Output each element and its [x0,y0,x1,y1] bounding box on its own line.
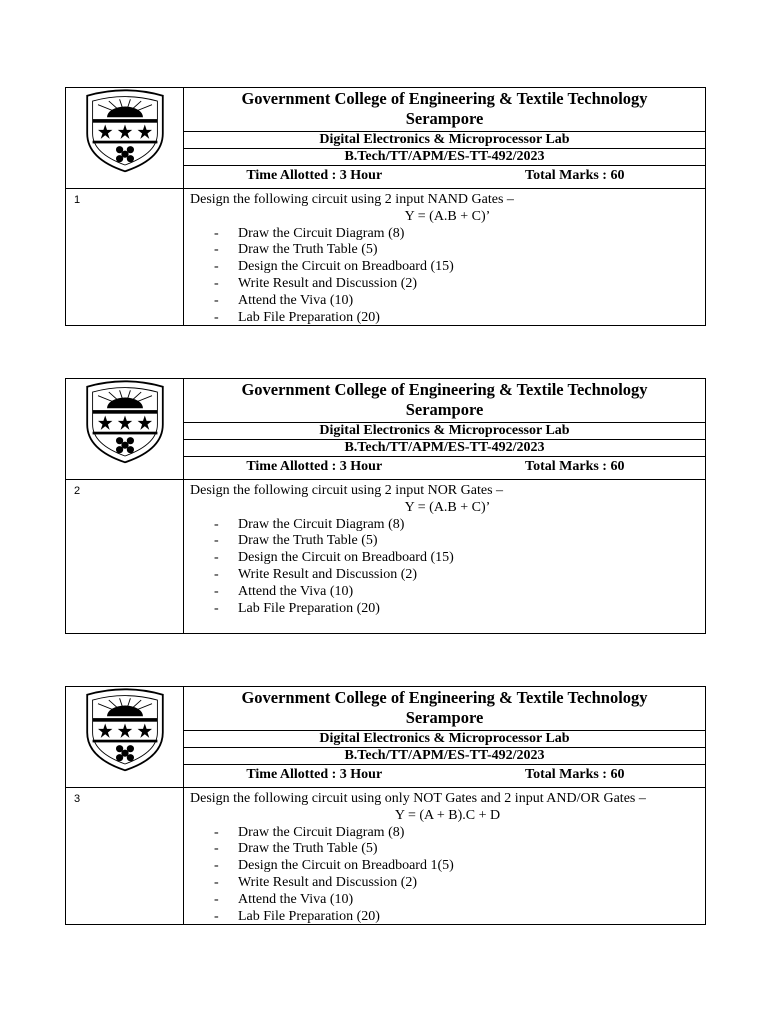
course-code: B.Tech/TT/APM/ES-TT-492/2023 [184,748,705,765]
list-item: - Draw the Circuit Diagram (8) [214,825,705,842]
question-text: Design the following circuit using 2 input NOR Gates – [190,483,504,498]
college-name: Government College of Engineering & Textile Technology Serampore [184,88,705,132]
list-item: - Lab File Preparation (20) [214,909,705,926]
list-item: - Attend the Viva (10) [214,584,705,601]
college-crest-icon [80,687,170,787]
list-item: - Lab File Preparation (20) [214,310,705,327]
lab-name: Digital Electronics & Microprocessor Lab [184,731,705,748]
college-crest-icon [80,88,170,188]
list-item: - Draw the Truth Table (5) [214,242,705,259]
exam-card-2 [65,378,706,634]
list-item: - Design the Circuit on Breadboard (15) [214,550,705,567]
question-number: 1 [66,189,184,326]
list-item: - Draw the Circuit Diagram (8) [214,226,705,243]
question-content [184,480,705,634]
total-marks: Total Marks : 60 [525,168,625,183]
task-list [190,226,705,327]
total-marks: Total Marks : 60 [525,459,625,474]
college-logo [66,88,184,188]
course-code: B.Tech/TT/APM/ES-TT-492/2023 [184,149,705,166]
college-name: Government College of Engineering & Textile Technology Serampore [184,379,705,423]
list-item: - Write Result and Discussion (2) [214,567,705,584]
list-item: - Draw the Truth Table (5) [214,841,705,858]
lab-name: Digital Electronics & Microprocessor Lab [184,423,705,440]
list-item: - Draw the Circuit Diagram (8) [214,517,705,534]
total-marks: Total Marks : 60 [525,767,625,782]
question-content [184,788,705,925]
list-item: - Design the Circuit on Breadboard 1(5) [214,858,705,875]
time-marks-row [184,765,705,785]
question-text: Design the following circuit using only NOT Gates and 2 input AND/OR Gates – [190,791,646,806]
card-header [66,687,705,788]
lab-name: Digital Electronics & Microprocessor Lab [184,132,705,149]
equation: Y = (A.B + C)’ [404,208,491,224]
question-text: Design the following circuit using 2 input NAND Gates – [190,192,514,207]
college-logo [66,379,184,479]
time-marks-row [184,457,705,477]
list-item: - Write Result and Discussion (2) [214,875,705,892]
college-crest-icon [80,379,170,479]
list-item: - Draw the Truth Table (5) [214,533,705,550]
exam-card-3 [65,686,706,925]
card-header [66,88,705,189]
college-name: Government College of Engineering & Textile Technology Serampore [184,687,705,731]
time-allotted: Time Allotted : 3 Hour [246,168,383,183]
task-list [190,825,705,926]
college-logo [66,687,184,787]
question-content [184,189,705,326]
list-item: - Design the Circuit on Breadboard (15) [214,259,705,276]
equation: Y = (A + B).C + D [394,807,501,823]
task-list [190,517,705,618]
time-allotted: Time Allotted : 3 Hour [246,459,383,474]
list-item: - Attend the Viva (10) [214,293,705,310]
list-item: - Lab File Preparation (20) [214,601,705,618]
course-code: B.Tech/TT/APM/ES-TT-492/2023 [184,440,705,457]
card-header [66,379,705,480]
list-item: - Attend the Viva (10) [214,892,705,909]
exam-card-1 [65,87,706,326]
list-item: - Write Result and Discussion (2) [214,276,705,293]
question-number: 3 [66,788,184,925]
time-marks-row [184,166,705,186]
question-number: 2 [66,480,184,634]
equation: Y = (A.B + C)’ [404,499,491,515]
time-allotted: Time Allotted : 3 Hour [246,767,383,782]
